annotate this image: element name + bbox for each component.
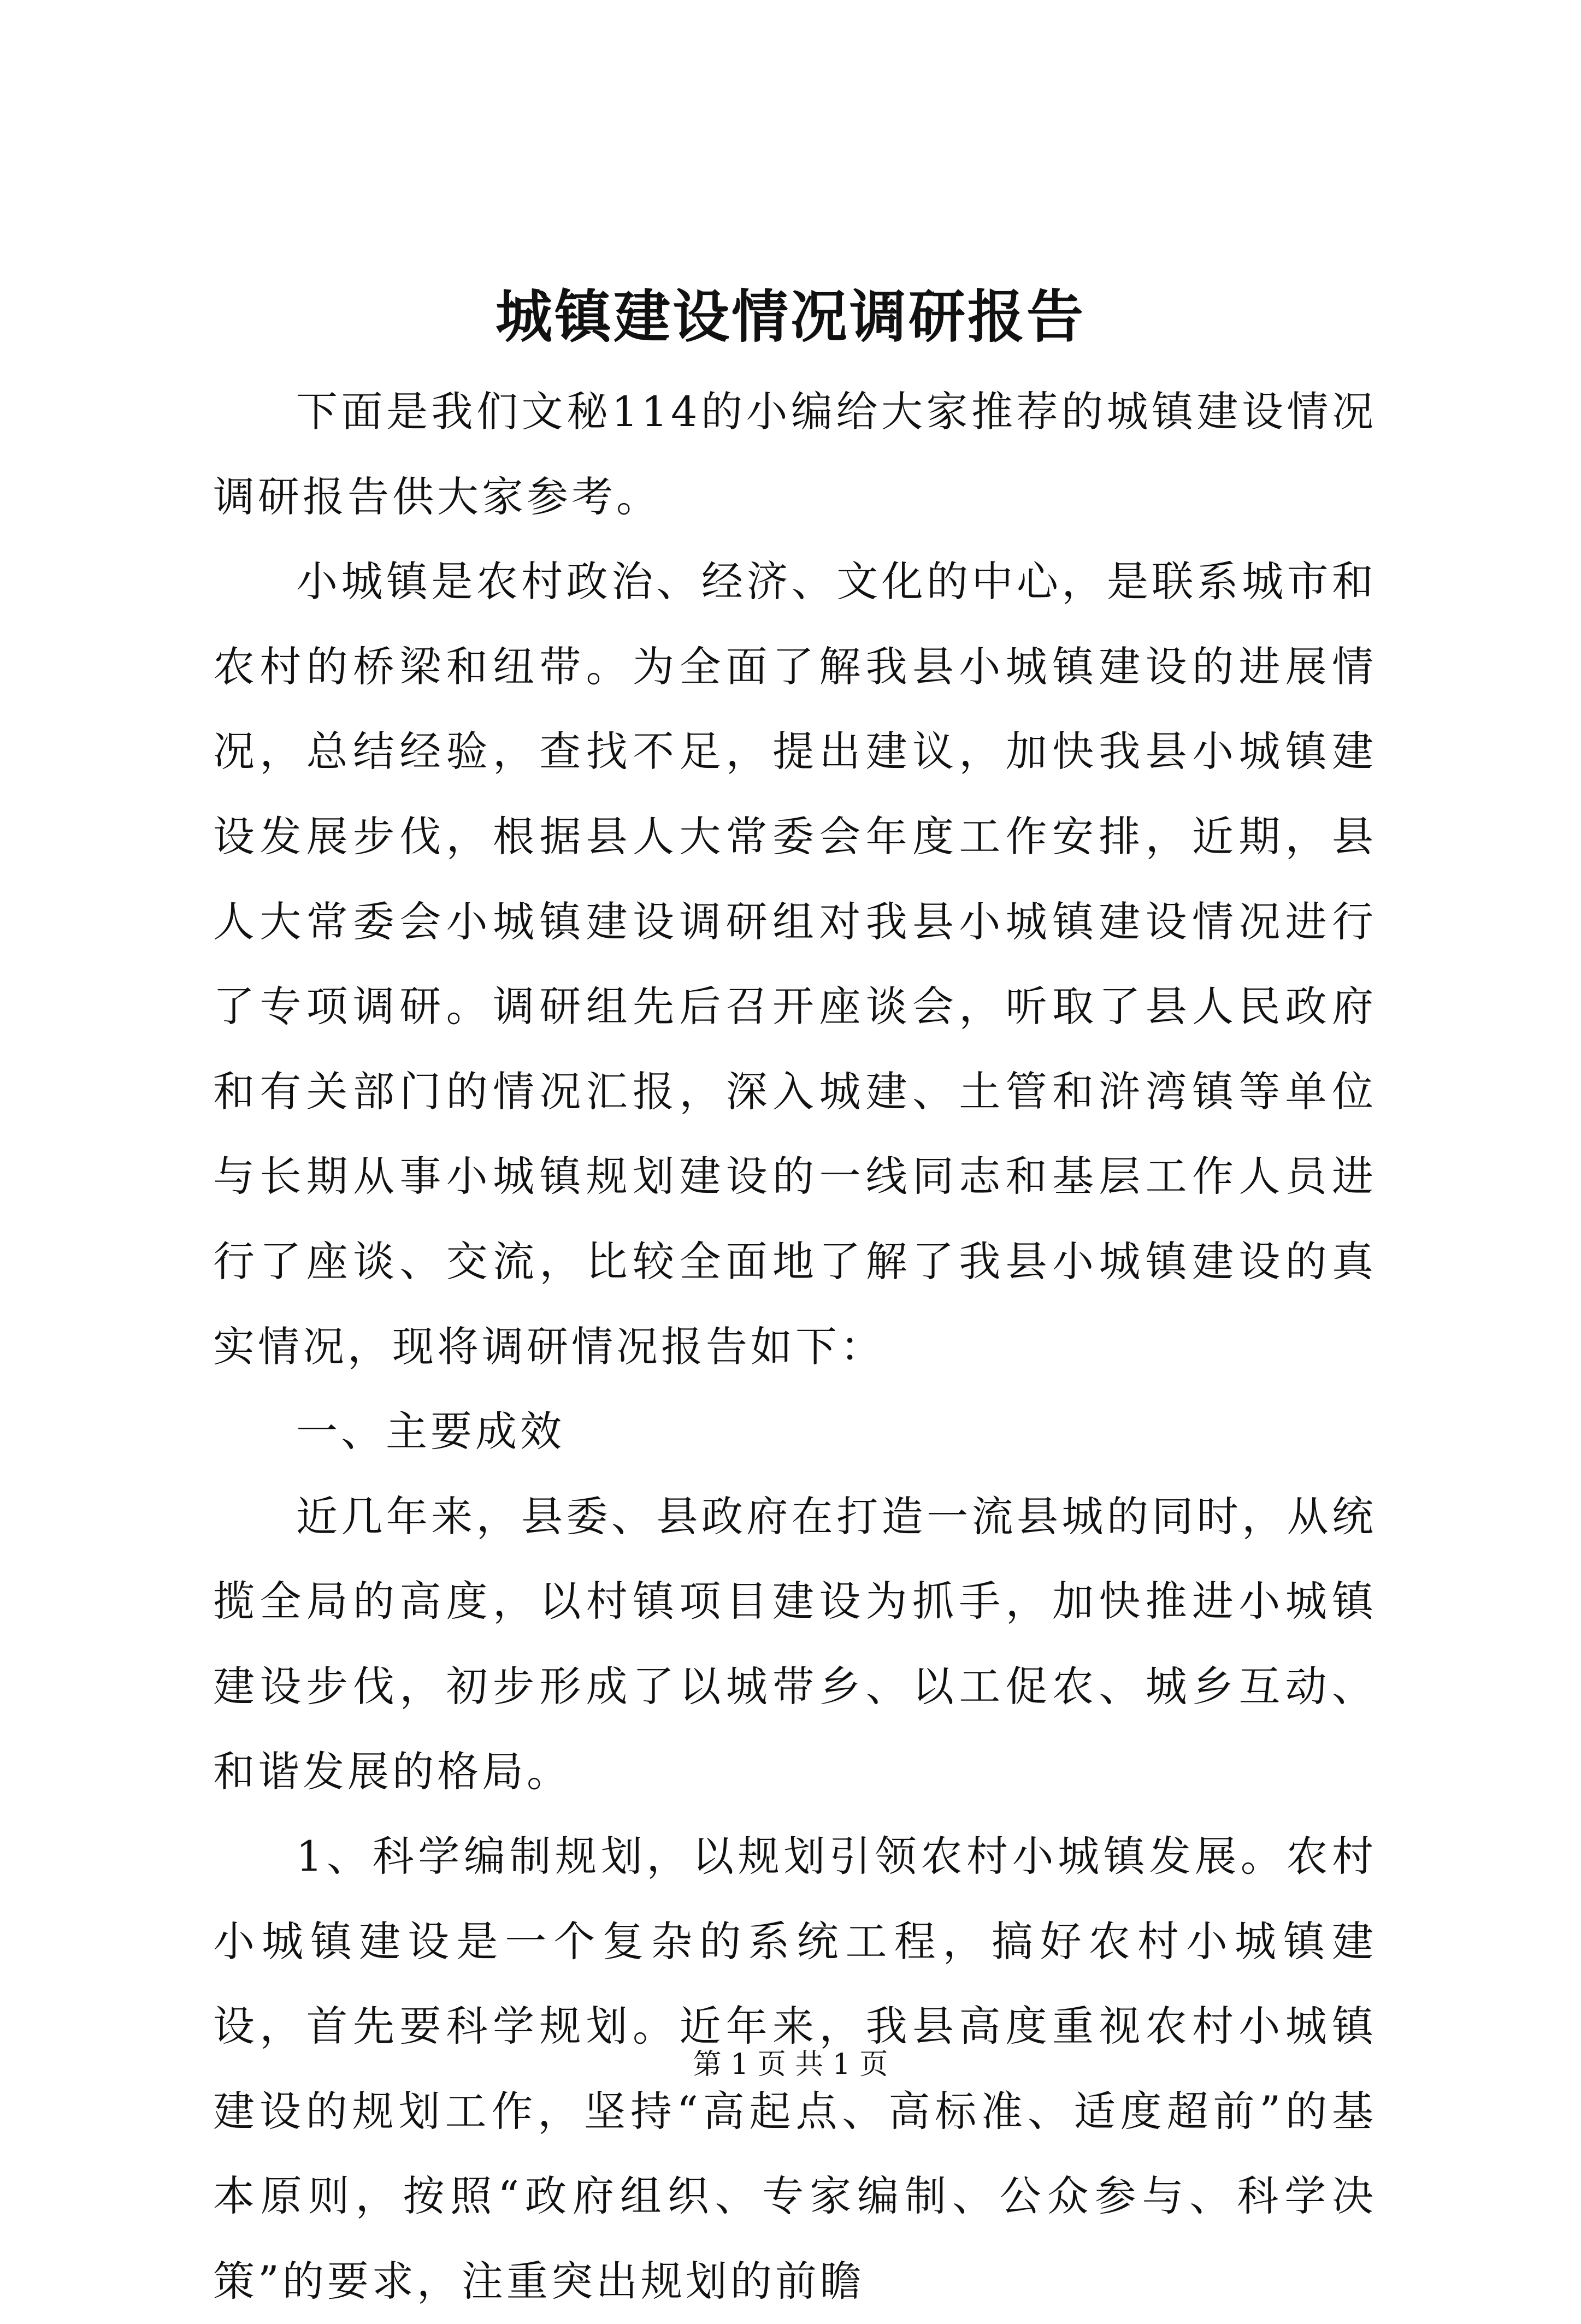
page-footer: 第 1 页 共 1 页 — [693, 2048, 888, 2081]
paragraph-background: 小城镇是农村政治、经济、文化的中心，是联系城市和农村的桥梁和纽带。为全面了解我县小城镇建设的进展情况，总结经验，查找不足，提出建议，加快我县小城镇建设发展步伐，根据县人大常委会年度工作安排，近期，县人大常委会小城镇建设调研组对我县小城镇建设情况进行了专项调研。调研组先后召开座谈会，听取了县人民政府和有关部门的情况汇报，深入城建、土管和浒湾镇等单位与长期从事小城镇规划建设的一线同志和基层工作人员进行了座谈、交流，比较全面地了解了我县小城镇建设的真实情况，现将调研情况报告如下： — [213, 557, 1377, 1371]
document-body — [213, 369, 1377, 2324]
paragraph-planning: 1、科学编制规划，以规划引领农村小城镇发展。农村小城镇建设是一个复杂的系统工程，搞好农村小城镇建设，首先要科学规划。近年来，我县高度重视农村小城镇建设的规划工作，坚持“高起点、高标准、适度超前”的基本原则，按照“政府组织、专家编制、公众参与、科学决策”的要求，注重突出规划的前瞻 — [213, 1832, 1377, 2306]
section-heading-main-results: 一、主要成效 — [296, 1407, 565, 1456]
paragraph-results-summary: 近几年来，县委、县政府在打造一流县城的同时，从统揽全局的高度，以村镇项目建设为抓手，加快推进小城镇建设步伐，初步形成了以城带乡、以工促农、城乡互动、和谐发展的格局。 — [213, 1492, 1377, 1796]
document-title: 城镇建设情况调研报告 — [495, 283, 1086, 350]
paragraph-intro: 下面是我们文秘114的小编给大家推荐的城镇建设情况调研报告供大家参考。 — [213, 387, 1377, 521]
